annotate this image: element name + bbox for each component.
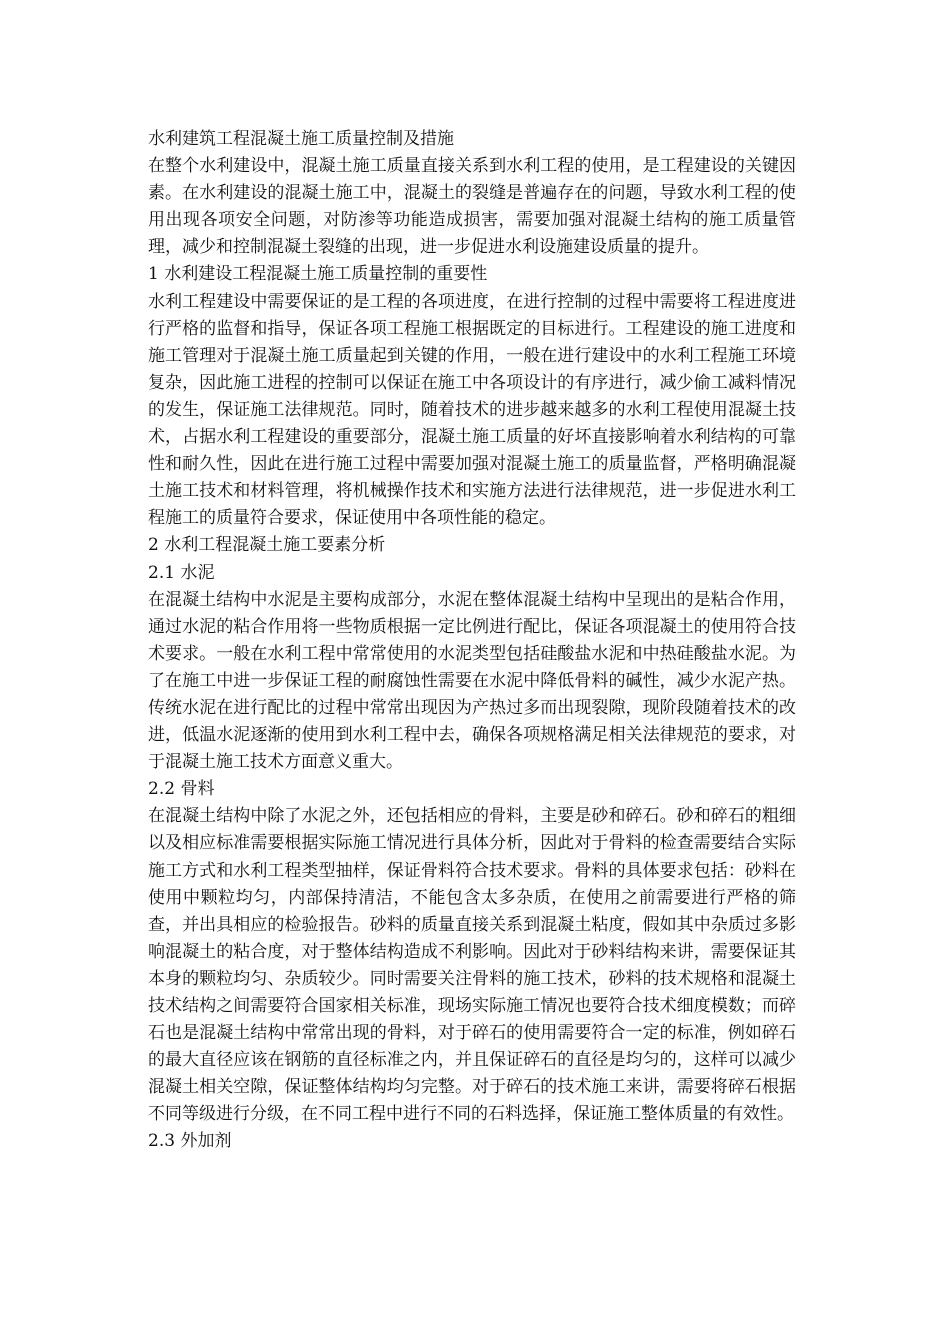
section-2-1-heading: 2.1 水泥 xyxy=(148,562,215,583)
section-1-heading: 1 水利建设工程混凝土施工质量控制的重要性 xyxy=(148,264,488,285)
section-1-paragraph: 水利工程建设中需要保证的是工程的各项进度，在进行控制的过程中需要将工程进度进行严格的监督和指导，保证各项工程施工根据既定的目标进行。工程建设的施工进度和施工管理对于混凝土施工质量起到关键的作用，一般在进行建设中的水利工程施工环境复杂，因此施工进程的控制可以保证在施工中各项设计的有序进行，减少偷工减料情况的发生，保证施工法律规范。同时，随着技术的进步越来越多的水利工程使用混凝土技术，占据水利工程建设的重要部分，混凝土施工质量的好坏直接影响着水利结构的可靠性和耐久性，因此在进行施工过程中需要加强对混凝土施工的质量监督，严格明确混凝土施工技术和材料管理，将机械操作技术和实施方法进行法律规范，进一步促进水利工程施工的质量符合要求，保证使用中各项性能的稳定。 xyxy=(148,291,796,529)
section-2-3-heading: 2.3 外加剂 xyxy=(148,1131,232,1152)
section-2-1-paragraph: 在混凝土结构中水泥是主要构成部分，水泥在整体混凝土结构中呈现出的是粘合作用，通过水泥的粘合作用将一些物质根据一定比例进行配比，保证各项混凝土的使用符合技术要求。一般在水利工程中常常使用的水泥类型包括硅酸盐水泥和中热硅酸盐水泥。为了在施工中进一步保证工程的耐腐蚀性需要在水泥中降低骨料的碱性，减少水泥产热。传统水泥在进行配比的过程中常常出现因为产热过多而出现裂隙，现阶段随着技术的改进，低温水泥逐渐的使用到水利工程中去，确保各项规格满足相关法律规范的要求，对于混凝土施工技术方面意义重大。 xyxy=(148,589,796,773)
document-page xyxy=(148,126,796,1156)
intro-paragraph: 在整个水利建设中，混凝土施工质量直接关系到水利工程的使用，是工程建设的关键因素。在水利建设的混凝土施工中，混凝土的裂缝是普遍存在的问题，导致水利工程的使用出现各项安全问题，对防渗等功能造成损害，需要加强对混凝土结构的施工质量管理，减少和控制混凝土裂缝的出现，进一步促进水利设施建设质量的提升。 xyxy=(148,156,796,258)
section-2-heading: 2 水利工程混凝土施工要素分析 xyxy=(148,535,386,556)
section-2-2-paragraph: 在混凝土结构中除了水泥之外，还包括相应的骨料，主要是砂和碎石。砂和碎石的粗细以及相应标准需要根据实际施工情况进行具体分析，因此对于骨料的检查需要结合实际施工方式和水利工程类型抽样，保证骨料符合技术要求。骨料的具体要求包括：砂料在使用中颗粒均匀，内部保持清洁，不能包含太多杂质，在使用之前需要进行严格的筛查，并出具相应的检验报告。砂料的质量直接关系到混凝土粘度，假如其中杂质过多影响混凝土的粘合度，对于整体结构造成不利影响。因此对于砂料结构来讲，需要保证其本身的颗粒均匀、杂质较少。同时需要关注骨料的施工技术，砂料的技术规格和混凝土技术结构之间需要符合国家相关标准，现场实际施工情况也要符合技术细度模数；而碎石也是混凝土结构中常常出现的骨料，对于碎石的使用需要符合一定的标准，例如碎石的最大直径应该在钢筋的直径标准之内，并且保证碎石的直径是均匀的，这样可以减少混凝土相关空隙，保证整体结构均匀完整。对于碎石的技术施工来讲，需要将碎石根据不同等级进行分级，在不同工程中进行不同的石料选择，保证施工整体质量的有效性。 xyxy=(148,806,796,1125)
document-title: 水利建筑工程混凝土施工质量控制及措施 xyxy=(148,129,454,149)
section-2-2-heading: 2.2 骨料 xyxy=(148,779,215,800)
